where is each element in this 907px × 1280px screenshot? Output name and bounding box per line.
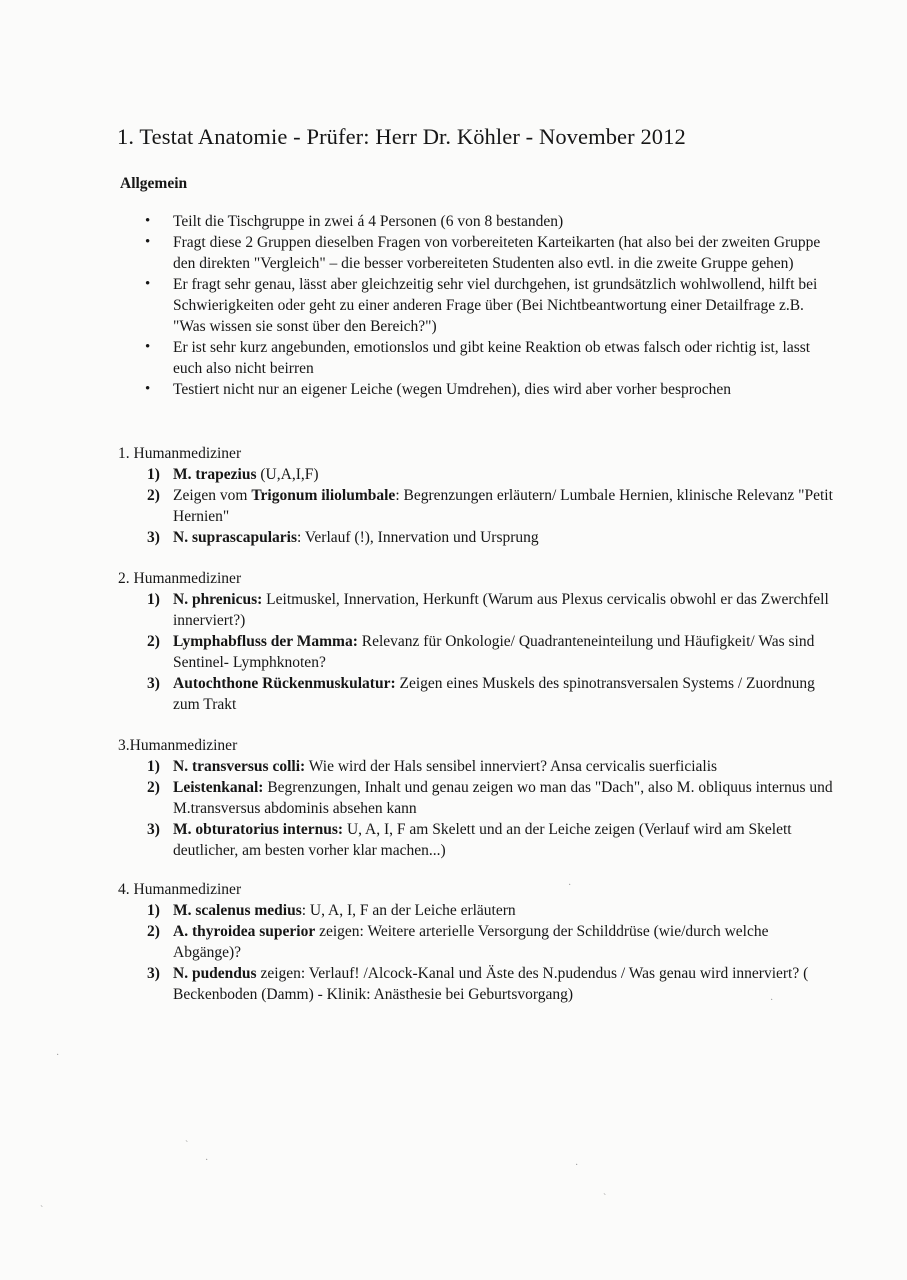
question-item <box>118 464 838 485</box>
question-item <box>118 589 838 631</box>
question-text: Relevanz für Onkologie/ Quadranteneinteilung und Häufigkeit/ Was sind Sentinel- Lymphknoten? <box>173 633 815 671</box>
question-text: : U, A, I, F an der Leiche erläutern <box>301 902 516 919</box>
bullet-item: • Er fragt sehr genau, lässt aber gleichzeitig sehr viel durchgehen, ist grundsätzlich wohlwollend, hilft bei Schwierigkeiten oder geht zu einer anderen Frage über (Bei Nichtbeantwortung einer Detailfrage z.B. "Was wissen sie sonst über den Bereich?") <box>145 274 835 337</box>
question-item <box>118 900 838 921</box>
question-list <box>118 900 838 1005</box>
question-term: M. scalenus medius <box>173 902 302 919</box>
question-number: 1) <box>147 591 160 608</box>
scan-speck: ` <box>40 1205 44 1216</box>
question-item <box>118 485 838 527</box>
section-title: 3.Humanmediziner <box>118 737 238 754</box>
question-item <box>118 921 838 963</box>
question-pretext: Zeigen vom <box>173 487 252 504</box>
scan-speck: · <box>205 1155 209 1166</box>
question-number: 3) <box>147 821 160 838</box>
question-list <box>118 589 838 715</box>
scan-speck: · <box>568 880 572 891</box>
question-text: (U,A,I,F) <box>256 466 319 483</box>
question-term: Leistenkanal: <box>173 779 264 796</box>
bullet-item: • Fragt diese 2 Gruppen dieselben Fragen von vorbereiteten Karteikarten (hat also bei der zweiten Gruppe den direkten "Vergleich" – die besser vorbereiteten Studenten also evtl. in die zweite Gruppe gehen) <box>145 232 835 274</box>
question-term: N. transversus colli: <box>173 758 306 775</box>
question-list <box>118 464 838 548</box>
question-item <box>118 673 838 715</box>
question-number: 3) <box>147 675 160 692</box>
question-term: N. pudendus <box>173 965 257 982</box>
question-number: 1) <box>147 466 160 483</box>
bullet-item: • Testiert nicht nur an eigener Leiche (wegen Umdrehen), dies wird aber vorher besprochen <box>145 379 835 400</box>
section-title: 2. Humanmediziner <box>118 570 242 587</box>
question-number: 1) <box>147 902 160 919</box>
question-item <box>118 819 838 861</box>
question-term: M. trapezius <box>173 466 257 483</box>
scan-speck: ` <box>603 1193 607 1204</box>
question-text: zeigen: Verlauf! /Alcock-Kanal und Äste des N.pudendus / Was genau wird innerviert? ( Beckenboden (Damm) - Klinik: Anästhesie bei Geburtsvorgang) <box>173 965 809 1003</box>
question-term: Autochthone Rückenmuskulatur: <box>173 675 396 692</box>
question-item <box>118 527 838 548</box>
question-term: N. phrenicus: <box>173 591 263 608</box>
document-title: 1. Testat Anatomie - Prüfer: Herr Dr. Köhler - November 2012 <box>117 124 686 149</box>
question-term: A. thyroidea superior <box>173 923 316 940</box>
question-text: U, A, I, F am Skelett und an der Leiche zeigen (Verlauf wird am Skelett deutlicher, am besten vorher klar machen...) <box>173 821 792 859</box>
section-4 <box>118 879 838 1005</box>
section-3 <box>118 735 838 861</box>
question-number: 1) <box>147 758 160 775</box>
section-1 <box>118 443 838 548</box>
question-item <box>118 777 838 819</box>
question-number: 3) <box>147 529 160 546</box>
question-item <box>118 756 838 777</box>
question-term: Lymphabfluss der Mamma: <box>173 633 358 650</box>
question-text: : Begrenzungen erläutern/ Lumbale Hernien, klinische Relevanz "Petit Hernien" <box>173 487 833 525</box>
question-text: zeigen: Weitere arterielle Versorgung der Schilddrüse (wie/durch welche Abgänge)? <box>173 923 769 961</box>
scan-speck: · <box>575 1160 579 1171</box>
scan-speck: · <box>56 1050 60 1061</box>
scan-speck: · <box>770 995 774 1006</box>
question-number: 2) <box>147 633 160 650</box>
general-heading: Allgemein <box>120 175 188 192</box>
question-text: Begrenzungen, Inhalt und genau zeigen wo man das "Dach", also M. obliquus internus und M.transversus abdominis absehen kann <box>173 779 833 817</box>
question-number: 3) <box>147 965 160 982</box>
question-number: 2) <box>147 779 160 796</box>
question-item <box>118 631 838 673</box>
question-text: Wie wird der Hals sensibel innerviert? Ansa cervicalis suerficialis <box>305 758 718 775</box>
general-bullet-list <box>145 211 835 400</box>
question-term: M. obturatorius internus: <box>173 821 344 838</box>
question-item <box>118 963 838 1005</box>
bullet-item: • Er ist sehr kurz angebunden, emotionslos und gibt keine Reaktion ob etwas falsch oder richtig ist, lasst euch also nicht beirren <box>145 337 835 379</box>
section-2 <box>118 568 838 715</box>
question-text: Leitmuskel, Innervation, Herkunft (Warum aus Plexus cervicalis obwohl er das Zwerchfell innerviert?) <box>173 591 829 629</box>
question-number: 2) <box>147 923 160 940</box>
question-term: Trigonum iliolumbale <box>251 487 396 504</box>
section-title: 1. Humanmediziner <box>118 445 242 462</box>
question-text: Zeigen eines Muskels des spinotransversalen Systems / Zuordnung zum Trakt <box>173 675 815 713</box>
question-number: 2) <box>147 487 160 504</box>
section-title: 4. Humanmediziner <box>118 881 242 898</box>
bullet-item: • Teilt die Tischgruppe in zwei á 4 Personen (6 von 8 bestanden) <box>145 211 835 232</box>
question-list <box>118 756 838 861</box>
question-term: N. suprascapularis <box>173 529 298 546</box>
scan-speck: ` <box>185 1140 189 1151</box>
question-text: : Verlauf (!), Innervation und Ursprung <box>297 529 539 546</box>
